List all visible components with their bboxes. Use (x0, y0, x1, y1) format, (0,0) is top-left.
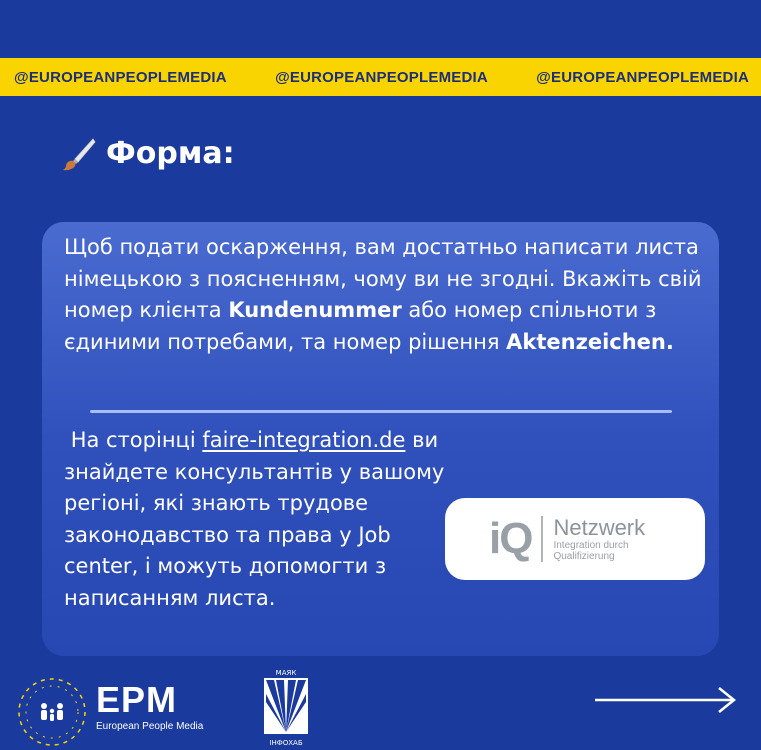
iq-name: Netzwerk (553, 515, 646, 540)
iq-text-block (553, 516, 645, 562)
iq-netzwerk-logo[interactable] (445, 498, 705, 580)
epm-emblem-icon (16, 676, 88, 748)
para2-text-2: ви знайдете консультантів у вашому регіоні, які знають трудове законодавство та права у Job center, і можуть допомогти з написанням листа. (64, 428, 445, 610)
banner-handle-3[interactable]: @EUROPEANPEOPLEMEDIA (536, 68, 749, 86)
iq-sub-1: Integration durch (553, 540, 629, 551)
epm-logo-text: EPM (96, 679, 178, 720)
section-heading (62, 136, 235, 171)
mayak-infohub-logo (254, 666, 318, 748)
iq-mark-text: iQ (489, 514, 532, 563)
para1-text-1: Щоб подати оскарження, вам достатньо написати листа німецькою з поясненням, чому ви не згодні. Вкажіть свій номер клієнта (64, 235, 702, 322)
paintbrush-icon (62, 137, 96, 171)
mayak-top-text: МАЯК (275, 669, 297, 677)
banner-handle-2[interactable]: @EUROPEANPEOPLEMEDIA (275, 68, 488, 86)
para2-text-1: На сторінці (70, 428, 203, 452)
divider (90, 410, 672, 413)
arrow-right-icon[interactable] (593, 686, 738, 714)
top-banner (0, 58, 761, 96)
iq-sub-2: Qualifizierung (553, 551, 615, 562)
banner-handle-1[interactable]: @EUROPEANPEOPLEMEDIA (14, 68, 227, 86)
consultants-info (64, 425, 454, 614)
kundenummer-term: Kundenummer (228, 298, 402, 322)
appeal-instructions (64, 232, 704, 358)
iq-mark (489, 514, 532, 563)
para1-text-2: або номер спільноти з єдиними потребами, та номер рішення (64, 298, 657, 354)
iq-separator (541, 516, 543, 562)
epm-logo-subtitle: European People Media (96, 721, 204, 732)
page-title: Форма: (106, 136, 235, 171)
aktenzeichen-term: Aktenzeichen. (506, 329, 674, 354)
faire-integration-link[interactable]: faire-integration.de (202, 428, 406, 452)
mayak-bottom-text: ІНФОХАБ (269, 739, 303, 747)
